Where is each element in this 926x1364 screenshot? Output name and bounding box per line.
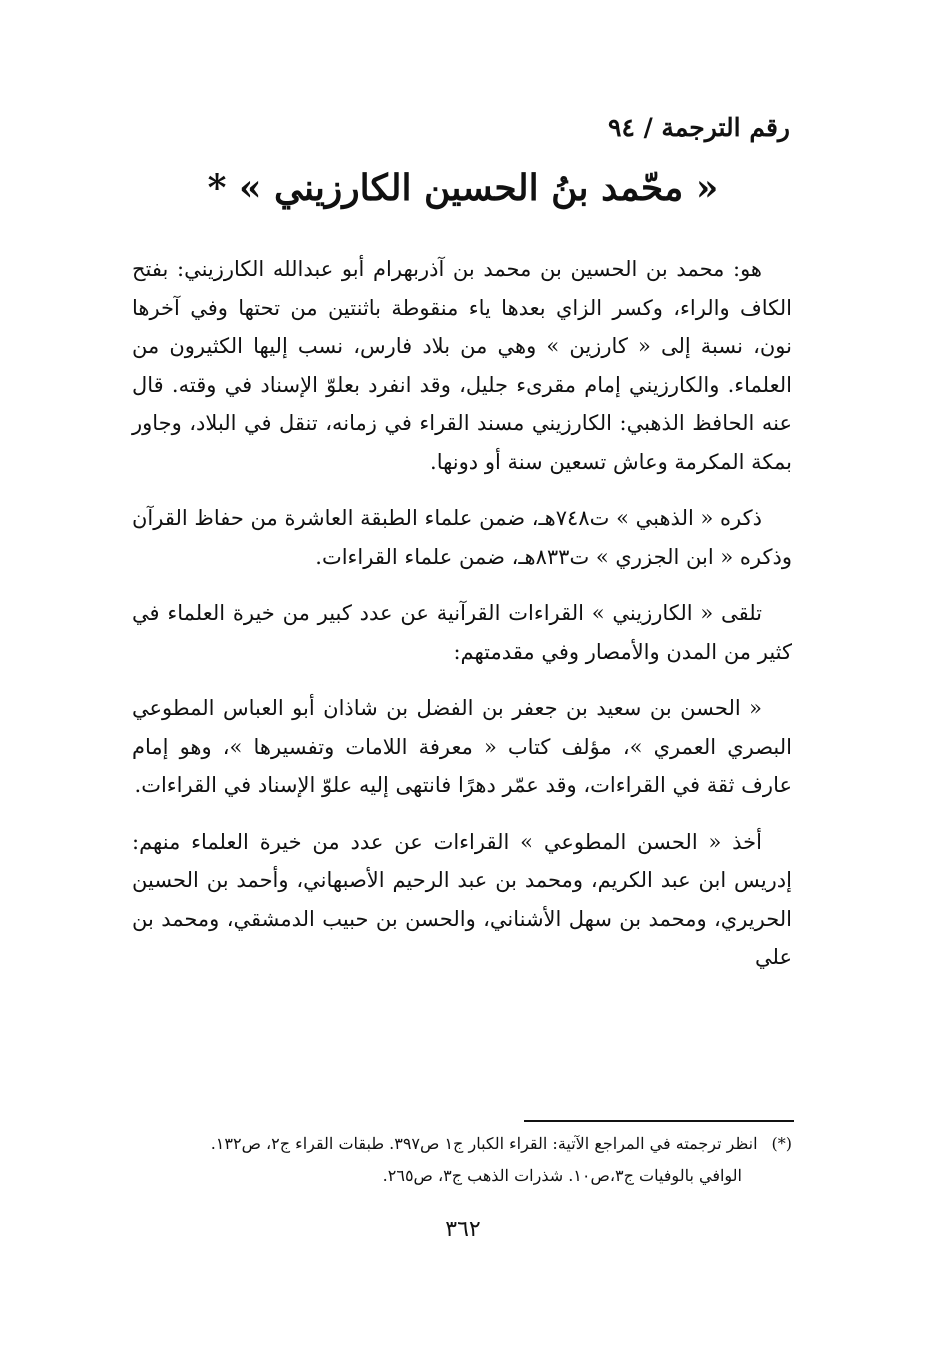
paragraph: أخذ « الحسن المطوعي » القراءات عن عدد من خيرة العلماء منهم: إدريس ابن عبد الكريم، ومحمد بن عبد الرحيم الأصبهاني، وأحمد بن الحسين الحريري، ومحمد بن سهل الأشناني، والحسن بن حبيب الدمشقي، ومحمد بن علي <box>132 829 792 969</box>
biography-number: رقم الترجمة / ٩٤ <box>608 113 790 142</box>
footnote-text: انظر ترجمته في المراجع الآتية: القراء الكبار ج١ ص٣٩٧. طبقات القراء ج٢، ص١٣٢. <box>210 1134 758 1153</box>
footnote-line <box>120 1128 792 1160</box>
footnote <box>120 1128 792 1192</box>
footnote-divider <box>524 1120 794 1122</box>
paragraph: « الحسن بن سعيد بن جعفر بن الفضل بن شاذان أبو العباس المطوعي البصري العمري »، مؤلف كتاب « معرفة اللامات وتفسيرها »، وهو إمام عارف ثقة في القراءات، وقد عمّر دهرًا فانتهى إليه علوّ الإسناد في القراءات. <box>132 696 792 797</box>
footnote-line: الوافي بالوفيات ج٣،ص١٠. شذرات الذهب ج٣، ص٢٦٥. <box>382 1166 742 1185</box>
page-number: ٣٦٢ <box>445 1217 481 1242</box>
paragraph: تلقى « الكارزيني » القراءات القرآنية عن عدد كبير من خيرة العلماء في كثير من المدن والأمصار وفي مقدمتهم: <box>132 601 792 664</box>
biography-body <box>132 250 792 977</box>
footnote-marker: (*) <box>771 1134 792 1153</box>
biography-title: « محّمد بنُ الحسين الكارزيني » * <box>207 167 719 209</box>
paragraph: ذكره « الذهبي » ت٧٤٨هـ، ضمن علماء الطبقة العاشرة من حفاظ القرآن وذكره « ابن الجزري » ت٨٣٣هـ، ضمن علماء القراءات. <box>132 506 792 569</box>
paragraph: هو: محمد بن الحسين بن محمد بن آذربهرام أبو عبدالله الكارزيني: بفتح الكاف والراء، وكسر الزاي بعدها ياء منقوطة باثنتين من تحتها وفي آخرها نون، نسبة إلى « كارزين » وهي من بلاد فارس، نسب إليها الكثيرون من العلماء. والكارزيني إمام مقرىء جليل، وقد انفرد بعلوّ الإسناد في وقته. قال عنه الحافظ الذهبي: الكارزيني مسند القراء في زمانه، تنقل في البلاد، وجاور بمكة المكرمة وعاش تسعين سنة أو دونها. <box>132 257 792 474</box>
